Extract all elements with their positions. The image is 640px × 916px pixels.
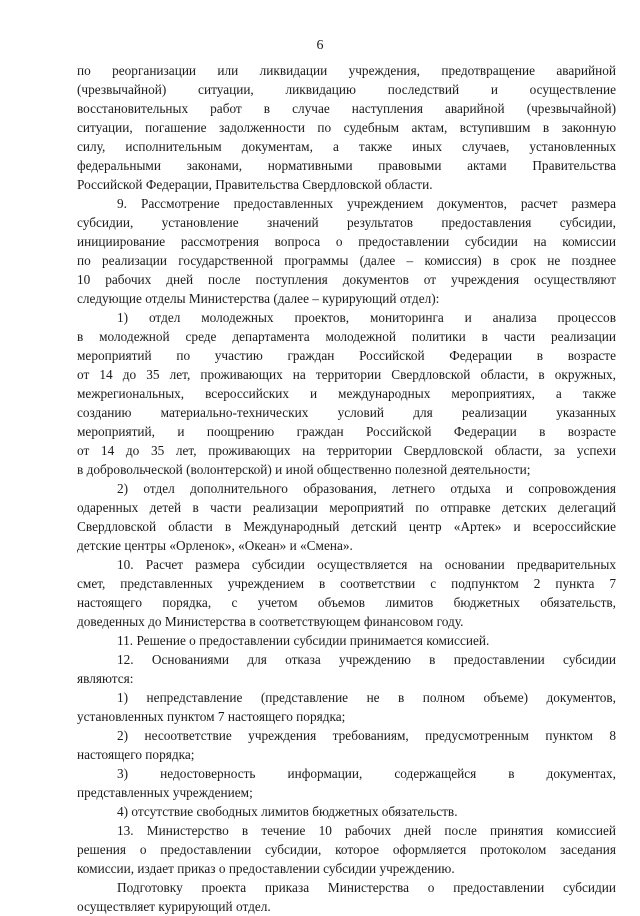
paragraph-line: комиссии, издает приказ о предоставлении субсидии учреждению.: [77, 861, 455, 876]
paragraph-line: межрегиональных, всероссийских и международных мероприятиях, а также: [77, 386, 616, 401]
document-body: [77, 61, 616, 916]
paragraph-first-line: 3) недостоверность информации, содержащейся в документах,: [117, 766, 616, 781]
paragraph-first-line: 4) отсутствие свободных лимитов бюджетных обязательств.: [117, 804, 458, 819]
paragraph-line: (чрезвычайной) ситуации, ликвидацию последствий и осуществление: [77, 82, 616, 97]
paragraph-line: от 14 до 35 лет, проживающих на территории Свердловской области, в окружных,: [77, 367, 616, 382]
paragraph-first-line: 1) непредставление (представление не в полном объеме) документов,: [117, 690, 616, 705]
paragraph-line: по реализации государственной программы (далее – комиссия) в срок не позднее: [77, 253, 616, 268]
paragraph-line: представленных учреждением;: [77, 785, 253, 800]
paragraph-line: осуществляет курирующий отдел.: [77, 899, 271, 914]
paragraph-line: в добровольческой (волонтерской) и иной общественно полезной деятельности;: [77, 462, 531, 477]
paragraph-line: созданию материально-технических условий для реализации указанных: [77, 405, 616, 420]
paragraph-line: мероприятий, и поощрению граждан Российской Федерации в возрасте: [77, 424, 616, 439]
paragraph-line: инициирование рассмотрения вопроса о предоставлении субсидии на комиссии: [77, 234, 616, 249]
paragraph-line: мероприятий по участию граждан Российской Федерации в возрасте: [77, 348, 616, 363]
paragraph-line: 10 рабочих дней после поступления документов от учреждения осуществляют: [77, 272, 616, 287]
paragraph-line: силу, исполнительным документам, а также иных случаев, установленных: [77, 139, 616, 154]
paragraph-line: доведенных до Министерства в соответствующем финансовом году.: [77, 614, 464, 629]
paragraph-first-line: 11. Решение о предоставлении субсидии принимается комиссией.: [117, 633, 490, 648]
paragraph-line: от 14 до 35 лет, проживающих на территории Свердловской области, за успехи: [77, 443, 616, 458]
paragraph-line: федеральными законами, нормативными правовыми актами Правительства: [77, 158, 616, 173]
paragraph-first-line: 9. Рассмотрение предоставленных учреждением документов, расчет размера: [117, 196, 616, 211]
paragraph-first-line: 10. Расчет размера субсидии осуществляется на основании предварительных: [117, 557, 616, 572]
paragraph-line: Российской Федерации, Правительства Свердловской области.: [77, 177, 433, 192]
paragraph-first-line: 13. Министерство в течение 10 рабочих дней после принятия комиссией: [117, 823, 616, 838]
paragraph-first-line: Подготовку проекта приказа Министерства о предоставлении субсидии: [117, 880, 616, 895]
paragraph-line: восстановительных работ в случае наступления аварийной (чрезвычайной): [77, 101, 616, 116]
paragraph-first-line: 2) отдел дополнительного образования, летнего отдыха и сопровождения: [117, 481, 616, 496]
paragraph-line: ситуации, погашение задолженности по судебным актам, вступившим в законную: [77, 120, 616, 135]
paragraph-line: одаренных детей в части реализации мероприятий по отправке детских делегаций: [77, 500, 616, 515]
paragraph-line: установленных пунктом 7 настоящего порядка;: [77, 709, 346, 724]
paragraph-line: детские центры «Орленок», «Океан» и «Смена».: [77, 538, 353, 553]
paragraph-line: смет, представленных учреждением в соответствии с подпунктом 2 пункта 7: [77, 576, 616, 591]
page-number: 6: [316, 38, 324, 53]
paragraph-line: решения о предоставлении субсидии, которое оформляется протоколом заседания: [77, 842, 616, 857]
paragraph-first-line: 1) отдел молодежных проектов, мониторинга и анализа процессов: [117, 310, 616, 325]
paragraph-line: следующие отделы Министерства (далее – курирующий отдел):: [77, 291, 440, 306]
paragraph-first-line: 12. Основаниями для отказа учреждению в предоставлении субсидии: [117, 652, 616, 667]
paragraph-line: являются:: [77, 671, 134, 686]
paragraph-line: в молодежной среде департамента молодежной политики в части реализации: [77, 329, 616, 344]
paragraph-line: настоящего порядка, с учетом объемов лимитов бюджетных обязательств,: [77, 595, 616, 610]
paragraph-first-line: 2) несоответствие учреждения требованиям, предусмотренным пунктом 8: [117, 728, 616, 743]
paragraph-line: Свердловской области в Международный детский центр «Артек» и всероссийские: [77, 519, 616, 534]
paragraph-line: субсидии, установление значений результатов предоставления субсидии,: [77, 215, 616, 230]
paragraph-first-line: по реорганизации или ликвидации учреждения, предотвращение аварийной: [77, 63, 616, 78]
paragraph-line: настоящего порядка;: [77, 747, 195, 762]
